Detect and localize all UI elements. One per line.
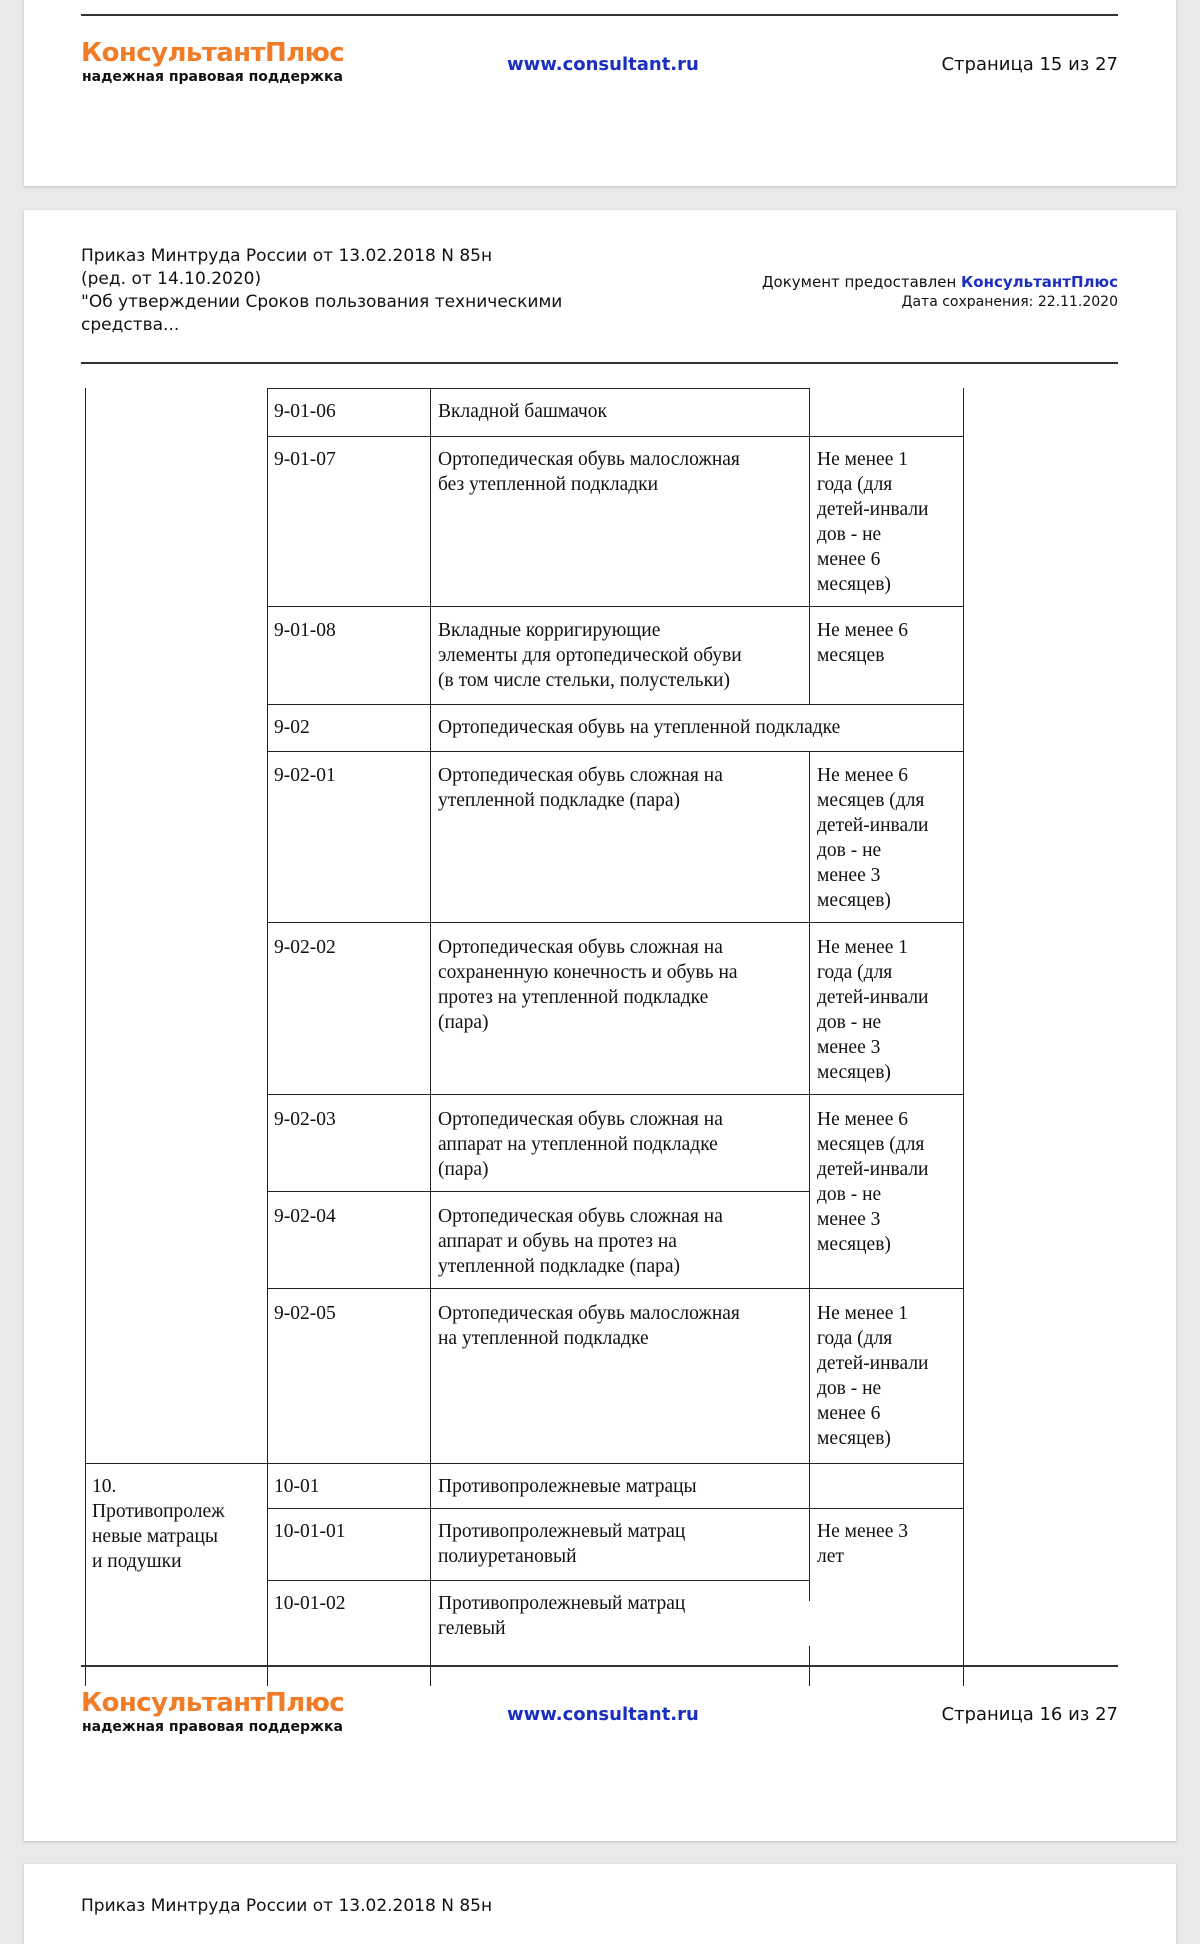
table-cell-code: 9-02-03 <box>274 1109 336 1130</box>
table-cell-code: 9-02-02 <box>274 937 336 958</box>
table-cell-term: Не менее 6 месяцев (для детей-инвали дов - не менее 3 месяцев) <box>817 1109 929 1255</box>
table-row-line <box>267 388 809 389</box>
page-17-sheet <box>24 1864 1176 1944</box>
table-cell-name: Ортопедическая обувь сложная на аппарат на утепленной подкладке (пара) <box>438 1109 723 1180</box>
table-cell-name: Ортопедическая обувь сложная на сохраненную конечность и обувь на протез на утепленной подкладке (пара) <box>438 937 738 1033</box>
table-cell-code: 9-02 <box>274 717 310 738</box>
table-cell-code: 9-01-08 <box>274 620 336 641</box>
table-cell-name: Ортопедическая обувь сложная на аппарат и обувь на протез на утепленной подкладке (пара) <box>438 1206 723 1277</box>
table-cell-term: Не менее 6 месяцев (для детей-инвали дов - не менее 3 месяцев) <box>817 765 929 911</box>
table-border-right <box>963 388 964 1686</box>
document-title <box>81 1895 601 1918</box>
page-15-footer-sheet <box>24 0 1176 186</box>
table-row-line <box>267 436 963 437</box>
save-date: Дата сохранения: 22.11.2020 <box>901 294 1118 310</box>
table-row-line <box>267 1580 809 1581</box>
table-cell-code: 10-01-02 <box>274 1593 346 1614</box>
table-row-line <box>267 1508 963 1509</box>
page-16-sheet <box>24 210 1176 1841</box>
table-row-line <box>85 1463 963 1464</box>
brand-logo-text: КонсультантПлюс <box>81 38 345 68</box>
table-cell-name: Вкладные корригирующие элементы для ортопедической обуви (в том числе стельки, полустельки) <box>438 620 742 691</box>
consultant-link[interactable]: www.consultant.ru <box>507 1704 699 1725</box>
table-cell-name: Ортопедическая обувь малосложная на утепленной подкладке <box>438 1303 740 1349</box>
table-column-divider <box>430 388 431 1686</box>
table-row-line <box>267 751 963 752</box>
table-cell-name: Противопролежневый матрац гелевый <box>438 1593 686 1639</box>
table-cell-code: 9-01-06 <box>274 401 336 422</box>
table-cell-code: 9-01-07 <box>274 449 336 470</box>
table-cell-term: Не менее 1 года (для детей-инвали дов - не менее 6 месяцев) <box>817 1303 929 1449</box>
table-border-left <box>85 388 86 1686</box>
table-column-divider <box>809 751 810 1601</box>
document-title-line: "Об утверждении Сроков пользования техническими <box>81 292 563 312</box>
provided-by-label: Документ предоставлен <box>761 273 962 291</box>
table-cell-term: Не менее 1 года (для детей-инвали дов - не менее 3 месяцев) <box>817 937 929 1083</box>
table-cell-name: Противопролежневый матрац полиуретановый <box>438 1521 686 1567</box>
table-column-divider <box>267 388 268 1686</box>
table-cell-code: 10-01 <box>274 1476 320 1497</box>
table-cell-term: Не менее 3 лет <box>817 1521 908 1567</box>
table-cell-term: Не менее 6 месяцев <box>817 620 908 666</box>
table-cell-name: Вкладной башмачок <box>438 401 607 422</box>
document-title-line: средства... <box>81 315 180 335</box>
table-row-line <box>267 922 963 923</box>
brand-tagline: надежная правовая поддержка <box>82 69 343 85</box>
brand-logo-text: КонсультантПлюс <box>81 1688 345 1718</box>
table-cell-code: 9-02-01 <box>274 765 336 786</box>
table-cell-code: 10-01-01 <box>274 1521 346 1542</box>
document-title-line: Приказ Минтруда России от 13.02.2018 N 85н <box>81 246 493 266</box>
terms-table <box>24 210 1176 1841</box>
provided-by-brand: КонсультантПлюс <box>961 273 1118 291</box>
brand-tagline: надежная правовая поддержка <box>82 1719 343 1735</box>
table-row-line <box>267 704 963 705</box>
table-row-line <box>267 1191 809 1192</box>
table-cell-code: 9-02-04 <box>274 1206 336 1227</box>
table-cell-code: 9-02-05 <box>274 1303 336 1324</box>
table-cell-name: Противопролежневые матрацы <box>438 1476 697 1497</box>
footer-rule <box>81 14 1118 16</box>
table-group-label: 10. Противопролеж невые матрацы и подушки <box>92 1476 225 1572</box>
document-title-line: (ред. от 14.10.2020) <box>81 269 262 289</box>
table-row-line <box>267 606 963 607</box>
table-cell-name: Ортопедическая обувь сложная на утепленной подкладке (пара) <box>438 765 723 811</box>
consultant-link[interactable]: www.consultant.ru <box>507 54 699 75</box>
table-row-line <box>267 1094 963 1095</box>
table-cell-name: Ортопедическая обувь малосложная без утепленной подкладки <box>438 449 740 495</box>
page-counter: Страница 16 из 27 <box>941 1704 1118 1725</box>
table-cell-name: Ортопедическая обувь на утепленной подкладке <box>438 717 841 738</box>
page-counter: Страница 15 из 27 <box>941 54 1118 75</box>
footer-rule <box>81 1665 1118 1667</box>
table-cell-term: Не менее 1 года (для детей-инвали дов - не менее 6 месяцев) <box>817 449 929 595</box>
table-row-line <box>267 1288 963 1289</box>
document-title-line: Приказ Минтруда России от 13.02.2018 N 85н <box>81 1896 493 1916</box>
